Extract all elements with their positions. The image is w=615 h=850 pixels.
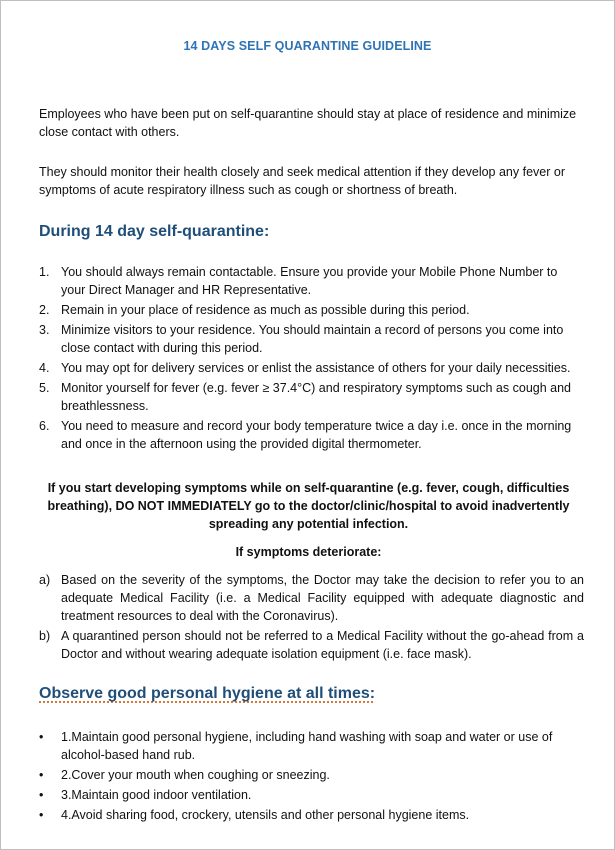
bullet-marker: • — [39, 730, 44, 744]
list-item — [39, 359, 584, 377]
list-item — [39, 786, 584, 804]
list-item-text: You may opt for delivery services or enlist the assistance of others for your daily necessities. — [61, 361, 571, 375]
bullet-marker: • — [39, 808, 44, 822]
list-item-text: You should always remain contactable. Ensure you provide your Mobile Phone Number to your Direct Manager and HR Representative. — [61, 265, 558, 297]
bullet-marker: • — [39, 788, 44, 802]
list-item — [39, 263, 584, 299]
list-item-text: Minimize visitors to your residence. You should maintain a record of persons you come into close contact with during this period. — [61, 323, 564, 355]
list-item-text: 3.Maintain good indoor ventilation. — [61, 788, 252, 802]
list-item — [39, 321, 584, 357]
list-item — [39, 627, 584, 663]
list-item-text: You need to measure and record your body temperature twice a day i.e. once in the morning and once in the afternoon using the provided digital thermometer. — [61, 419, 572, 451]
list-marker: 1. — [39, 265, 50, 279]
list-item-text: Based on the severity of the symptoms, the Doctor may take the decision to refer you to an adequate Medical Facility (i.e. a Medical Facility equipped with adequate diagnostic and treatment resources to deal with the Coronavirus). — [61, 573, 584, 623]
document-title: 14 DAYS SELF QUARANTINE GUIDELINE — [183, 39, 432, 53]
list-marker: a) — [39, 573, 51, 587]
quarantine-rules-list — [39, 263, 584, 455]
hygiene-list — [39, 728, 584, 826]
deteriorate-heading: If symptoms deteriorate: — [235, 545, 382, 559]
list-marker: 5. — [39, 381, 50, 395]
list-marker: 3. — [39, 323, 50, 337]
list-marker: 2. — [39, 303, 50, 317]
list-item — [39, 301, 584, 319]
list-item — [39, 806, 584, 824]
list-item — [39, 379, 584, 415]
section-heading-hygiene: Observe good personal hygiene at all times: — [39, 685, 376, 702]
list-item-text: 2.Cover your mouth when coughing or sneezing. — [61, 768, 330, 782]
list-item-text: Remain in your place of residence as much as possible during this period. — [61, 303, 470, 317]
section-heading-quarantine: During 14 day self-quarantine: — [39, 223, 270, 240]
intro-paragraph-2: They should monitor their health closely and seek medical attention if they develop any fever or symptoms of acute respiratory illness such as cough or shortness of breath. — [39, 165, 565, 197]
list-item-text: 1.Maintain good personal hygiene, including hand washing with soap and water or use of alcohol-based hand rub. — [61, 730, 553, 762]
list-item — [39, 728, 584, 764]
deteriorate-list — [39, 571, 584, 665]
warning-notice: If you start developing symptoms while on self-quarantine (e.g. fever, cough, difficulties breathing), DO NOT IMMEDIATELY go to the doctor/clinic/hospital to avoid inadvertently spreading any potential infection. — [47, 481, 570, 531]
list-marker: 6. — [39, 419, 50, 433]
list-item — [39, 571, 584, 625]
list-item-text: A quarantined person should not be referred to a Medical Facility without the go-ahead from a Doctor and without wearing adequate isolation equipment (i.e. face mask). — [61, 629, 584, 661]
bullet-marker: • — [39, 768, 44, 782]
list-marker: b) — [39, 629, 51, 643]
intro-paragraph-1: Employees who have been put on self-quarantine should stay at place of residence and minimize close contact with others. — [39, 107, 577, 139]
list-item-text: 4.Avoid sharing food, crockery, utensils and other personal hygiene items. — [61, 808, 470, 822]
list-marker: 4. — [39, 361, 50, 375]
list-item — [39, 417, 584, 453]
list-item-text: Monitor yourself for fever (e.g. fever ≥ 37.4°C) and respiratory symptoms such as cough and breathlessness. — [61, 381, 571, 413]
list-item — [39, 766, 584, 784]
